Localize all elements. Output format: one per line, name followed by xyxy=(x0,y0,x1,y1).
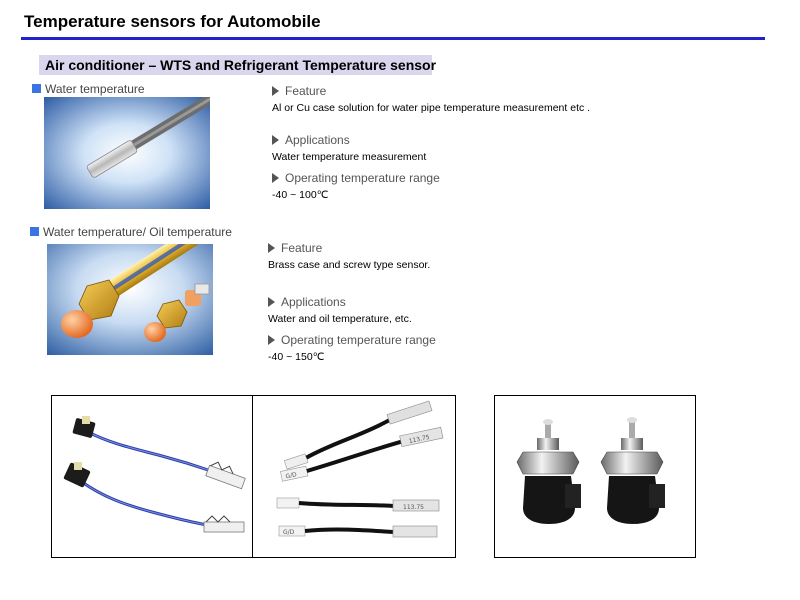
product-label-text: Water temperature/ Oil temperature xyxy=(43,225,232,239)
applications-text: Water temperature measurement xyxy=(272,151,427,163)
triangle-bullet-icon xyxy=(268,335,275,345)
product-1-info xyxy=(272,84,590,114)
page-title: Temperature sensors for Automobile xyxy=(24,12,321,31)
triangle-bullet-icon xyxy=(268,243,275,253)
feature-text: Al or Cu case solution for water pipe temperature measurement etc . xyxy=(272,102,591,114)
cable-sensors-photo xyxy=(252,395,456,558)
title-divider xyxy=(21,37,765,40)
triangle-bullet-icon xyxy=(268,297,275,307)
product-2-range xyxy=(268,333,436,363)
product-2-info xyxy=(268,241,430,271)
product-label-water-temperature xyxy=(32,82,145,96)
water-temperature-sensor-photo xyxy=(44,97,210,209)
range-text: -40 ~ 100℃ xyxy=(272,189,329,201)
product-1-range xyxy=(272,171,440,201)
cable-label-1: G/D xyxy=(284,471,298,481)
brass-screw-sensor-photo xyxy=(47,244,213,355)
feature-text: Brass case and screw type sensor. xyxy=(268,259,431,271)
triangle-bullet-icon xyxy=(272,173,279,183)
section-banner: Air conditioner – WTS and Refrigerant Temperature sensor xyxy=(39,55,432,75)
applications-heading: Applications xyxy=(272,133,426,147)
applications-text: Water and oil temperature, etc. xyxy=(268,313,412,325)
range-heading: Operating temperature range xyxy=(268,333,436,347)
product-label-text: Water temperature xyxy=(45,82,145,96)
feature-heading: Feature xyxy=(272,84,590,98)
triangle-bullet-icon xyxy=(272,86,279,96)
range-text: -40 ~ 150℃ xyxy=(268,351,325,363)
cable-label-3: 113.75 xyxy=(403,504,424,511)
feature-heading: Feature xyxy=(268,241,430,255)
range-heading: Operating temperature range xyxy=(272,171,440,185)
cable-label-2: 113.75 xyxy=(408,433,431,446)
product-2-applications xyxy=(268,295,412,325)
product-label-water-oil-temperature xyxy=(30,225,232,239)
cable-label-4: G/D xyxy=(283,529,295,536)
harness-sensor-photo xyxy=(51,395,253,558)
applications-heading: Applications xyxy=(268,295,412,309)
product-1-applications xyxy=(272,133,426,163)
triangle-bullet-icon xyxy=(272,135,279,145)
threaded-sensor-photo xyxy=(494,395,696,558)
square-bullet-icon xyxy=(30,227,39,236)
square-bullet-icon xyxy=(32,84,41,93)
